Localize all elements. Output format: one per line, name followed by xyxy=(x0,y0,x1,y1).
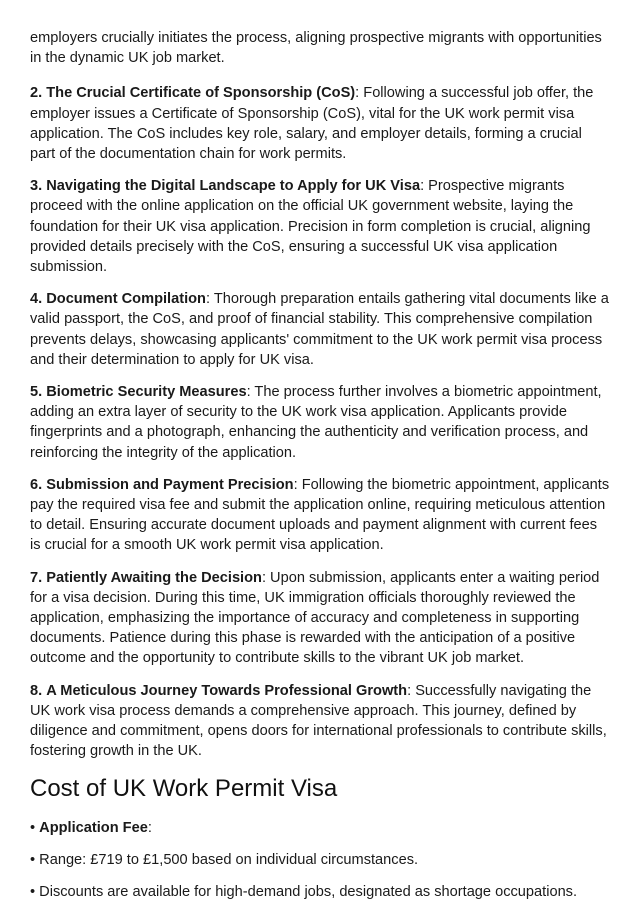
step-title: Patiently Awaiting the Decision xyxy=(46,569,262,586)
step-number: 4. xyxy=(30,291,43,308)
step-title: Submission and Payment Precision xyxy=(46,476,294,493)
step-3-paragraph xyxy=(30,176,610,277)
intro-paragraph: employers crucially initiates the process, aligning prospective migrants with opportunities in the dynamic UK job market. xyxy=(30,30,602,67)
step-text: : Following a successful job offer, the employer issues a Certificate of Sponsorship (CoS), vital for the UK work permit visa application. The CoS includes key role, salary, and employer details, forming a crucial part of the documentation chain for work permits. xyxy=(30,85,594,163)
step-title: Biometric Security Measures xyxy=(46,384,247,401)
bullet-discounts xyxy=(30,882,610,902)
step-number: 2. xyxy=(30,85,43,102)
step-text: : Thorough preparation entails gathering vital documents like a valid passport, the CoS, and proof of financial stability. This comprehensive compilation prevents delays, showcasing applicants' commitment to the UK work permit visa process and their determination to apply for UK visa. xyxy=(30,291,609,368)
step-4-paragraph xyxy=(30,289,610,370)
step-6-paragraph xyxy=(30,475,610,556)
bullet-marker: • xyxy=(30,819,36,836)
step-text: : Prospective migrants proceed with the online application on the official UK government website, laying the foundation for their UK visa application. Precision in form completion is crucial, aligning provided details precisely with the CoS, ensuring a successful UK visa application submission. xyxy=(30,178,591,276)
step-text: : Upon submission, applicants enter a waiting period for a visa decision. During this time, UK immigration officials thoroughly reviewed the application, emphasizing the importance of accuracy and completeness in supporting documents. Patience during this phase is rewarded with the anticipation of a positive outcome and the opportunity to contribute skills to the vibrant UK job market. xyxy=(30,569,600,667)
step-number: 8. xyxy=(30,682,43,699)
bullet-marker: • xyxy=(30,851,36,868)
step-5-paragraph xyxy=(30,382,610,463)
step-text: : The process further involves a biometric appointment, adding an extra layer of security to the UK work visa application. Applicants provide fingerprints and a photograph, enhancing the authenticity and verification process, and reinforcing the integrity of the application. xyxy=(30,384,602,461)
fee-label: Application Fee xyxy=(39,819,148,836)
step-number: 5. xyxy=(30,384,43,401)
section-heading: Cost of UK Work Permit Visa xyxy=(30,774,338,802)
bullet-text: Range: £719 to £1,500 based on individual circumstances. xyxy=(39,851,419,868)
step-number: 3. xyxy=(30,178,43,195)
step-title: A Meticulous Journey Towards Professional Growth xyxy=(46,682,408,699)
bullet-range xyxy=(30,850,610,870)
step-title: The Crucial Certificate of Sponsorship (CoS) xyxy=(46,85,356,102)
step-text: : Following the biometric appointment, applicants pay the required visa fee and submit the application online, requiring meticulous attention to detail. Ensuring accurate document uploads and payment alignment with current fees is crucial for a smooth UK work permit visa application. xyxy=(30,476,610,554)
step-title: Navigating the Digital Landscape to Apply for UK Visa xyxy=(46,178,421,195)
step-text: : Successfully navigating the UK work visa process demands a comprehensive approach. This journey, defined by diligence and commitment, opens doors for international professionals to contribute skills, fostering growth in the UK. xyxy=(30,682,607,760)
bullet-text: Discounts are available for high-demand jobs, designated as shortage occupations. xyxy=(39,883,578,900)
step-number: 7. xyxy=(30,569,43,586)
fee-colon: : xyxy=(147,819,152,836)
step-title: Document Compilation xyxy=(46,291,206,308)
step-8-paragraph xyxy=(30,681,610,762)
step-2-paragraph xyxy=(30,83,610,164)
bullet-marker: • xyxy=(30,883,36,900)
step-number: 6. xyxy=(30,476,43,493)
step-7-paragraph xyxy=(30,568,610,669)
bullet-application-fee xyxy=(30,818,610,838)
